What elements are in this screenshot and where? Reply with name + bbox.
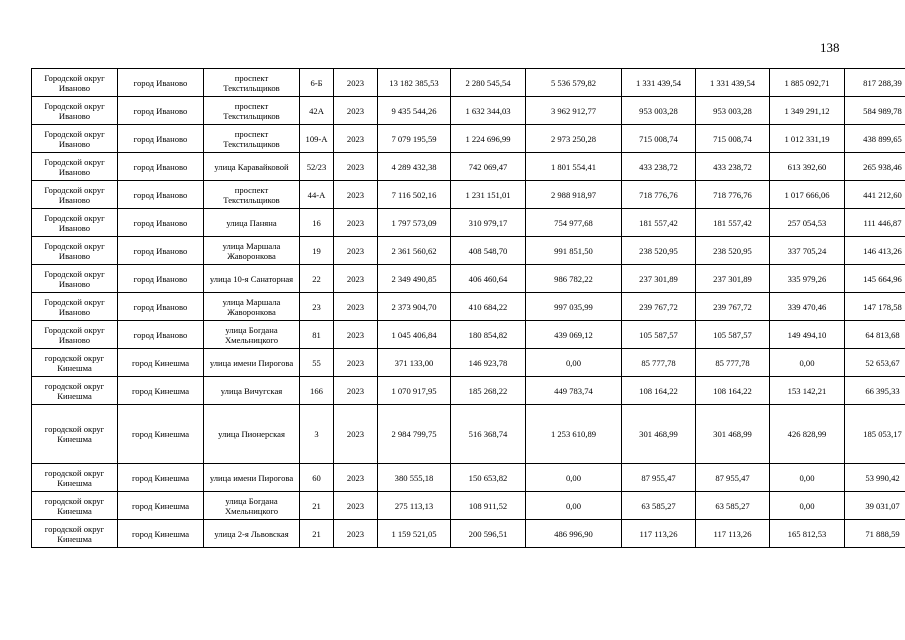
street-cell: проспект Текстильщиков <box>204 97 300 125</box>
year-cell: 2023 <box>334 125 378 153</box>
amount-cell-6: 0,00 <box>770 464 845 492</box>
amount-cell-1: 2 361 560,62 <box>378 237 451 265</box>
amount-cell-4: 237 301,89 <box>622 265 696 293</box>
city-cell: город Иваново <box>118 153 204 181</box>
city-cell: город Кинешма <box>118 377 204 405</box>
amount-cell-4: 953 003,28 <box>622 97 696 125</box>
amount-cell-6: 257 054,53 <box>770 209 845 237</box>
amount-cell-1: 380 555,18 <box>378 464 451 492</box>
street-cell: улица Вичугская <box>204 377 300 405</box>
amount-cell-2: 410 684,22 <box>451 293 526 321</box>
amount-cell-5: 718 776,76 <box>696 181 770 209</box>
house-number-cell: 21 <box>300 492 334 520</box>
amount-cell-7: 111 446,87 <box>845 209 905 237</box>
amount-cell-2: 406 460,64 <box>451 265 526 293</box>
house-number-cell: 16 <box>300 209 334 237</box>
amount-cell-2: 742 069,47 <box>451 153 526 181</box>
city-cell: город Кинешма <box>118 464 204 492</box>
city-cell: город Иваново <box>118 125 204 153</box>
amount-cell-1: 275 113,13 <box>378 492 451 520</box>
table-row <box>32 321 905 349</box>
district-cell: Городской округ Иваново <box>32 237 118 265</box>
amount-cell-6: 1 349 291,12 <box>770 97 845 125</box>
year-cell: 2023 <box>334 153 378 181</box>
city-cell: город Иваново <box>118 321 204 349</box>
district-cell: Городской округ Иваново <box>32 97 118 125</box>
amount-cell-7: 147 178,58 <box>845 293 905 321</box>
amount-cell-1: 371 133,00 <box>378 349 451 377</box>
house-number-cell: 22 <box>300 265 334 293</box>
amount-cell-1: 7 079 195,59 <box>378 125 451 153</box>
amount-cell-6: 0,00 <box>770 492 845 520</box>
amount-cell-2: 180 854,82 <box>451 321 526 349</box>
city-cell: город Кинешма <box>118 492 204 520</box>
amount-cell-3: 449 783,74 <box>526 377 622 405</box>
amount-cell-6: 1 012 331,19 <box>770 125 845 153</box>
amount-cell-6: 613 392,60 <box>770 153 845 181</box>
amount-cell-7: 66 395,33 <box>845 377 905 405</box>
district-cell: Городской округ Иваново <box>32 69 118 97</box>
year-cell: 2023 <box>334 405 378 464</box>
year-cell: 2023 <box>334 520 378 548</box>
amount-cell-6: 149 494,10 <box>770 321 845 349</box>
amount-cell-4: 238 520,95 <box>622 237 696 265</box>
amount-cell-2: 408 548,70 <box>451 237 526 265</box>
table-row <box>32 97 905 125</box>
amount-cell-7: 584 989,78 <box>845 97 905 125</box>
amount-cell-4: 85 777,78 <box>622 349 696 377</box>
amount-cell-2: 2 280 545,54 <box>451 69 526 97</box>
amount-cell-6: 153 142,21 <box>770 377 845 405</box>
year-cell: 2023 <box>334 492 378 520</box>
amount-cell-7: 71 888,59 <box>845 520 905 548</box>
table-row <box>32 405 905 464</box>
table-row <box>32 492 905 520</box>
amount-cell-7: 145 664,96 <box>845 265 905 293</box>
amount-cell-4: 108 164,22 <box>622 377 696 405</box>
amount-cell-4: 63 585,27 <box>622 492 696 520</box>
house-number-cell: 166 <box>300 377 334 405</box>
amount-cell-3: 0,00 <box>526 464 622 492</box>
district-cell: городской округ Кинешма <box>32 492 118 520</box>
year-cell: 2023 <box>334 464 378 492</box>
amount-cell-5: 953 003,28 <box>696 97 770 125</box>
table-row <box>32 153 905 181</box>
house-number-cell: 23 <box>300 293 334 321</box>
house-number-cell: 81 <box>300 321 334 349</box>
city-cell: город Кинешма <box>118 520 204 548</box>
street-cell: улица 2-я Львовская <box>204 520 300 548</box>
house-number-cell: 55 <box>300 349 334 377</box>
street-cell: улица имени Пирогова <box>204 349 300 377</box>
street-cell: проспект Текстильщиков <box>204 69 300 97</box>
table-body <box>32 69 905 548</box>
amount-cell-3: 3 962 912,77 <box>526 97 622 125</box>
street-cell: улица Пионерская <box>204 405 300 464</box>
amount-cell-5: 1 331 439,54 <box>696 69 770 97</box>
amount-cell-6: 337 705,24 <box>770 237 845 265</box>
table-row <box>32 349 905 377</box>
amount-cell-4: 105 587,57 <box>622 321 696 349</box>
amount-cell-2: 185 268,22 <box>451 377 526 405</box>
district-cell: Городской округ Иваново <box>32 125 118 153</box>
city-cell: город Иваново <box>118 237 204 265</box>
amount-cell-4: 181 557,42 <box>622 209 696 237</box>
amount-cell-3: 439 069,12 <box>526 321 622 349</box>
amount-cell-7: 265 938,46 <box>845 153 905 181</box>
amount-cell-1: 7 116 502,16 <box>378 181 451 209</box>
district-cell: Городской округ Иваново <box>32 153 118 181</box>
street-cell: улица Маршала Жаворонкова <box>204 293 300 321</box>
amount-cell-7: 438 899,65 <box>845 125 905 153</box>
amount-cell-3: 2 988 918,97 <box>526 181 622 209</box>
city-cell: город Кинешма <box>118 349 204 377</box>
table-row <box>32 237 905 265</box>
year-cell: 2023 <box>334 181 378 209</box>
city-cell: город Иваново <box>118 69 204 97</box>
amount-cell-5: 181 557,42 <box>696 209 770 237</box>
amount-cell-6: 339 470,46 <box>770 293 845 321</box>
amount-cell-6: 165 812,53 <box>770 520 845 548</box>
district-cell: городской округ Кинешма <box>32 405 118 464</box>
district-cell: Городской округ Иваново <box>32 293 118 321</box>
amount-cell-2: 516 368,74 <box>451 405 526 464</box>
table-row <box>32 265 905 293</box>
year-cell: 2023 <box>334 209 378 237</box>
amount-cell-5: 237 301,89 <box>696 265 770 293</box>
amount-cell-3: 754 977,68 <box>526 209 622 237</box>
amount-cell-4: 87 955,47 <box>622 464 696 492</box>
year-cell: 2023 <box>334 293 378 321</box>
house-number-cell: 6-Б <box>300 69 334 97</box>
street-cell: улица Паняна <box>204 209 300 237</box>
street-cell: проспект Текстильщиков <box>204 125 300 153</box>
house-number-cell: 3 <box>300 405 334 464</box>
amount-cell-4: 117 113,26 <box>622 520 696 548</box>
amount-cell-3: 986 782,22 <box>526 265 622 293</box>
amount-cell-4: 715 008,74 <box>622 125 696 153</box>
amount-cell-3: 486 996,90 <box>526 520 622 548</box>
amount-cell-7: 52 653,67 <box>845 349 905 377</box>
table-row <box>32 520 905 548</box>
amount-cell-1: 1 070 917,95 <box>378 377 451 405</box>
district-cell: городской округ Кинешма <box>32 520 118 548</box>
city-cell: город Иваново <box>118 181 204 209</box>
table-row <box>32 293 905 321</box>
amount-cell-2: 1 224 696,99 <box>451 125 526 153</box>
amount-cell-1: 9 435 544,26 <box>378 97 451 125</box>
amount-cell-1: 4 289 432,38 <box>378 153 451 181</box>
amount-cell-5: 87 955,47 <box>696 464 770 492</box>
amount-cell-4: 1 331 439,54 <box>622 69 696 97</box>
amount-cell-5: 239 767,72 <box>696 293 770 321</box>
year-cell: 2023 <box>334 349 378 377</box>
street-cell: улица Богдана Хмельницкого <box>204 492 300 520</box>
amount-cell-5: 715 008,74 <box>696 125 770 153</box>
street-cell: улица 10-я Санаторная <box>204 265 300 293</box>
district-cell: Городской округ Иваново <box>32 265 118 293</box>
year-cell: 2023 <box>334 321 378 349</box>
amount-cell-7: 39 031,07 <box>845 492 905 520</box>
city-cell: город Иваново <box>118 293 204 321</box>
amount-cell-5: 238 520,95 <box>696 237 770 265</box>
amount-cell-5: 117 113,26 <box>696 520 770 548</box>
district-cell: городской округ Кинешма <box>32 377 118 405</box>
amount-cell-6: 0,00 <box>770 349 845 377</box>
amount-cell-1: 1 159 521,05 <box>378 520 451 548</box>
house-number-cell: 42А <box>300 97 334 125</box>
street-cell: улица имени Пирогова <box>204 464 300 492</box>
amount-cell-1: 13 182 385,53 <box>378 69 451 97</box>
amount-cell-5: 85 777,78 <box>696 349 770 377</box>
amount-cell-3: 2 973 250,28 <box>526 125 622 153</box>
amount-cell-2: 108 911,52 <box>451 492 526 520</box>
year-cell: 2023 <box>334 377 378 405</box>
amount-cell-3: 1 801 554,41 <box>526 153 622 181</box>
year-cell: 2023 <box>334 69 378 97</box>
amount-cell-5: 108 164,22 <box>696 377 770 405</box>
amount-cell-2: 310 979,17 <box>451 209 526 237</box>
house-number-cell: 21 <box>300 520 334 548</box>
amount-cell-2: 150 653,82 <box>451 464 526 492</box>
amount-cell-5: 63 585,27 <box>696 492 770 520</box>
city-cell: город Иваново <box>118 265 204 293</box>
year-cell: 2023 <box>334 237 378 265</box>
district-cell: городской округ Кинешма <box>32 349 118 377</box>
district-cell: городской округ Кинешма <box>32 464 118 492</box>
street-cell: улица Каравайковой <box>204 153 300 181</box>
amount-cell-6: 426 828,99 <box>770 405 845 464</box>
table-row <box>32 464 905 492</box>
district-cell: Городской округ Иваново <box>32 181 118 209</box>
amount-cell-6: 1 885 092,71 <box>770 69 845 97</box>
amount-cell-2: 1 231 151,01 <box>451 181 526 209</box>
amount-cell-2: 146 923,78 <box>451 349 526 377</box>
amount-cell-1: 2 349 490,85 <box>378 265 451 293</box>
house-number-cell: 109-А <box>300 125 334 153</box>
amount-cell-2: 200 596,51 <box>451 520 526 548</box>
table-row <box>32 377 905 405</box>
street-cell: улица Богдана Хмельницкого <box>204 321 300 349</box>
table-row <box>32 209 905 237</box>
table-row <box>32 181 905 209</box>
table-row <box>32 125 905 153</box>
page-number: 138 <box>820 40 840 55</box>
amount-cell-3: 0,00 <box>526 349 622 377</box>
amount-cell-5: 105 587,57 <box>696 321 770 349</box>
amount-cell-6: 335 979,26 <box>770 265 845 293</box>
amount-cell-3: 0,00 <box>526 492 622 520</box>
house-number-cell: 60 <box>300 464 334 492</box>
amount-cell-7: 53 990,42 <box>845 464 905 492</box>
amount-cell-7: 146 413,26 <box>845 237 905 265</box>
table-row <box>32 69 905 97</box>
amount-cell-4: 239 767,72 <box>622 293 696 321</box>
amount-cell-3: 5 536 579,82 <box>526 69 622 97</box>
amount-cell-2: 1 632 344,03 <box>451 97 526 125</box>
amount-cell-6: 1 017 666,06 <box>770 181 845 209</box>
city-cell: город Иваново <box>118 97 204 125</box>
amount-cell-5: 301 468,99 <box>696 405 770 464</box>
district-cell: Городской округ Иваново <box>32 321 118 349</box>
city-cell: город Кинешма <box>118 405 204 464</box>
amount-cell-7: 185 053,17 <box>845 405 905 464</box>
street-cell: улица Маршала Жаворонкова <box>204 237 300 265</box>
house-number-cell: 44-А <box>300 181 334 209</box>
amount-cell-3: 1 253 610,89 <box>526 405 622 464</box>
amount-cell-7: 817 288,39 <box>845 69 905 97</box>
year-cell: 2023 <box>334 265 378 293</box>
amount-cell-7: 441 212,60 <box>845 181 905 209</box>
amount-cell-4: 433 238,72 <box>622 153 696 181</box>
amount-cell-4: 718 776,76 <box>622 181 696 209</box>
amount-cell-7: 64 813,68 <box>845 321 905 349</box>
city-cell: город Иваново <box>118 209 204 237</box>
amount-cell-1: 2 984 799,75 <box>378 405 451 464</box>
amount-cell-3: 997 035,99 <box>526 293 622 321</box>
amount-cell-1: 1 797 573,09 <box>378 209 451 237</box>
house-number-cell: 52/23 <box>300 153 334 181</box>
amount-cell-4: 301 468,99 <box>622 405 696 464</box>
amount-cell-1: 1 045 406,84 <box>378 321 451 349</box>
year-cell: 2023 <box>334 97 378 125</box>
amount-cell-5: 433 238,72 <box>696 153 770 181</box>
house-number-cell: 19 <box>300 237 334 265</box>
district-cell: Городской округ Иваново <box>32 209 118 237</box>
street-cell: проспект Текстильщиков <box>204 181 300 209</box>
amount-cell-3: 991 851,50 <box>526 237 622 265</box>
amount-cell-1: 2 373 904,70 <box>378 293 451 321</box>
housing-repair-table <box>31 68 905 548</box>
